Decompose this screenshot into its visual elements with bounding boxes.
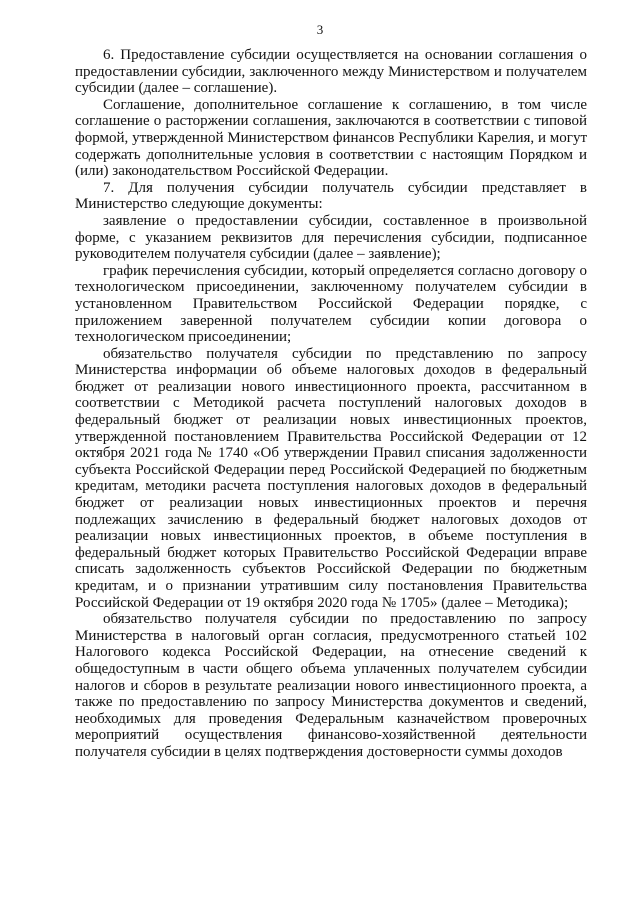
paragraph-7-documents: 7. Для получения субсидии получатель субсидии представляет в Министерство следующие документы: — [75, 179, 587, 213]
paragraph-agreement-form: Соглашение, дополнительное соглашение к соглашению, в том числе соглашение о расторжении соглашения, заключаются в соответствии с типовой формой, утвержденной Министерством финансов Республики Карелия, и могут содержать дополнительные условия в соответствии с настоящим Порядком и (или) законодательством Российской Федерации. — [75, 96, 587, 180]
paragraph-6-subsidy-agreement: 6. Предоставление субсидии осуществляется на основании соглашения о предоставлении субсидии, заключенного между Министерством и получателем субсидии (далее – соглашение). — [75, 47, 587, 97]
list-item-tax-info-obligation: обязательство получателя субсидии по представлению по запросу Министерства информации об объеме налоговых доходов в федеральный бюджет от реализации нового инвестиционного проекта, рассчитанном в соответствии с Методикой расчета поступлений налоговых доходов в федеральный бюджет от реализации новых инвестиционных проектов, утвержденной постановлением Правительства Российской Федерации от 12 октября 2021 года № 1740 «Об утверждении Правил списания задолженности субъекта Российской Федерации перед Российской Федерацией по бюджетным кредитам, методики расчета поступления налоговых доходов в федеральный бюджет от реализации новых инвестиционных проектов и перечня подлежащих зачислению в федеральный бюджет налоговых доходов от реализации новых инвестиционных проектов, в объеме поступления в федеральный бюджет которых Правительство Российской Федерации вправе списать задолженность субъектов Российской Федерации по бюджетным кредитам, и о признании утратившим силу постановления Правительства Российской Федерации от 19 октября 2020 года № 1705» (далее – Методика); — [75, 345, 587, 611]
document-body — [75, 47, 587, 761]
page-number: 3 — [316, 22, 324, 37]
list-item-payment-schedule: график перечисления субсидии, который определяется согласно договору о технологическом присоединении, заключенному получателем субсидии в установленном Правительством Российской Федерации порядке, с приложением заверенной получателем субсидии копии договора о технологическом присоединении; — [75, 262, 587, 346]
list-item-tax-consent-obligation: обязательство получателя субсидии по предоставлению по запросу Министерства в налоговый орган согласия, предусмотренного статьей 102 Налогового кодекса Российской Федерации, на отнесение сведений к общедоступным в части общего объема уплаченных получателем субсидии налогов и сборов в результате реализации нового инвестиционного проекта, а также по предоставлению по запросу Министерства документов и сведений, необходимых для проведения Федеральным казначейством проверочных мероприятий осуществления финансово-хозяйственной деятельности получателя субсидии в целях подтверждения достоверности суммы доходов — [75, 611, 587, 760]
list-item-application: заявление о предоставлении субсидии, составленное в произвольной форме, с указанием реквизитов для перечисления субсидии, подписанное руководителем получателя субсидии (далее – заявление); — [75, 212, 587, 263]
